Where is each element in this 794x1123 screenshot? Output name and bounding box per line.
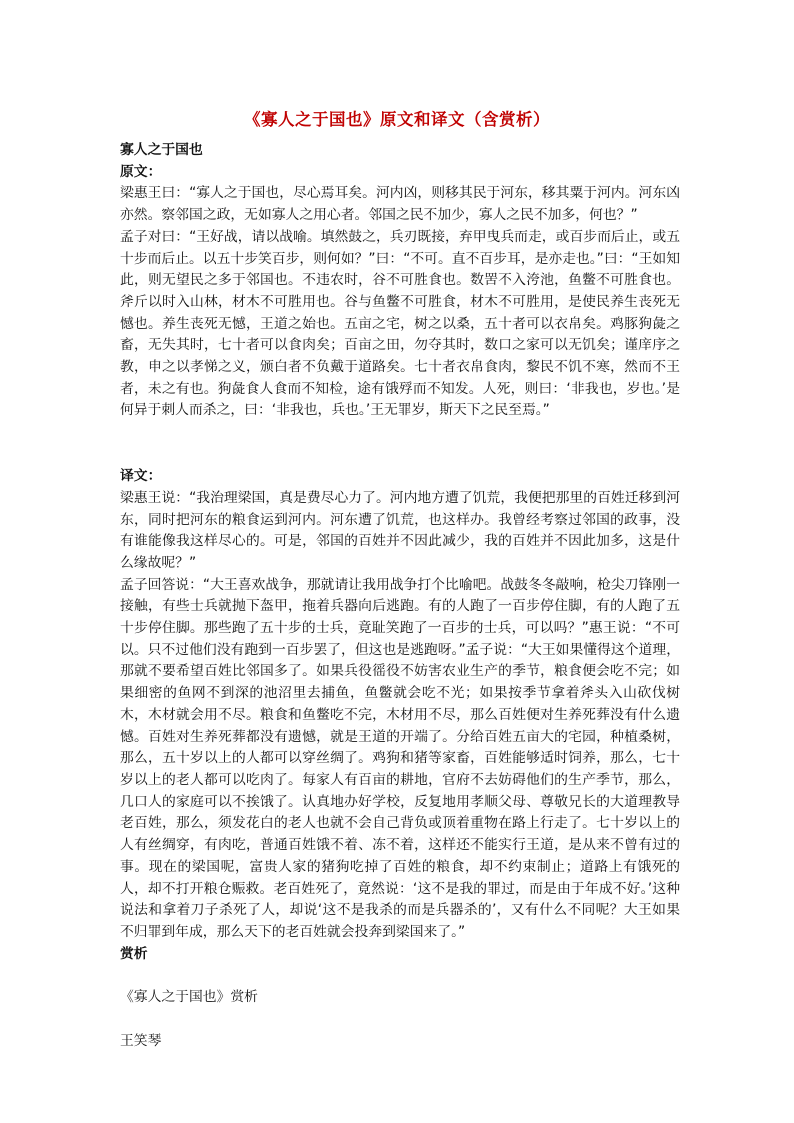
author-name: 王笑琴 <box>120 1033 162 1050</box>
appreciation-title: 《寡人之于国也》赏析 <box>120 989 258 1006</box>
translation-paragraph-1: 梁惠王说：“我治理梁国，真是费尽心力了。河内地方遭了饥荒，我便把那里的百姓迁移到河东，同时把河东的粮食运到河内。河东遭了饥荒，也这样办。我曾经考察过邻国的政事，没有谁能像我这样尽心的。可是，邻国的百姓并不因此减少，我的百姓并不因此加多，这是什么缘故呢？” <box>120 489 680 571</box>
appreciation-label: 赏析 <box>120 945 148 962</box>
spacer <box>120 1009 680 1031</box>
document-title: 《寡人之于国也》原文和译文（含赏析） <box>244 110 550 129</box>
original-paragraph-1: 梁惠王曰：“寡人之于国也，尽心焉耳矣。河内凶，则移其民于河东，移其粟于河内。河东凶亦然。察邻国之政，无如寡人之用心者。邻国之民不加少，寡人之民不加多，何也？” <box>120 185 680 224</box>
document-body <box>120 140 680 1053</box>
spacer <box>120 965 680 987</box>
spacer <box>120 422 680 466</box>
translation-paragraph-2: 孟子回答说：“大王喜欢战争，那就请让我用战争打个比喻吧。战鼓冬冬敲响，枪尖刀锋刚一接触，有些士兵就抛下盔甲，拖着兵器向后逃跑。有的人跑了一百步停住脚，有的人跑了五十步停住脚。那些跑了五十步的士兵，竟耻笑跑了一百步的士兵，可以吗？”惠王说：“不可以。只不过他们没有跑到一百步罢了，但这也是逃跑呀。”孟子说：“大王如果懂得这个道理，那就不要希望百姓比邻国多了。如果兵役徭役不妨害农业生产的季节，粮食便会吃不完；如果细密的鱼网不到深的池沼里去捕鱼，鱼鳖就会吃不光；如果按季节拿着斧头入山砍伐树木，木材就会用不尽。粮食和鱼鳖吃不完，木材用不尽，那么百姓便对生养死葬没有什么遗憾。百姓对生养死葬都没有遗憾，就是王道的开端了。分给百姓五亩大的宅园，种植桑树，那么，五十岁以上的人都可以穿丝绸了。鸡狗和猪等家畜，百姓能够适时饲养，那么，七十岁以上的老人都可以吃肉了。每家人有百亩的耕地，官府不去妨碍他们的生产季节，那么，几口人的家庭可以不挨饿了。认真地办好学校，反复地用孝顺父母、尊敬兄长的大道理教导老百姓，那么，须发花白的老人也就不会自己背负或顶着重物在路上行走了。七十岁以上的人有丝绸穿，有肉吃，普通百姓饿不着、冻不着，这样还不能实行王道，是从来不曾有过的事。现在的梁国呢，富贵人家的猪狗吃掉了百姓的粮食，却不约束制止；道路上有饿死的人，却不打开粮仓赈救。老百姓死了，竟然说：‘这不是我的罪过，而是由于年成不好。’这种说法和拿着刀子杀死了人，却说‘这不是我杀的而是兵器杀的’，又有什么不同呢？大王如果不归罪到年成，那么天下的老百姓就会投奔到梁国来了。” <box>120 576 680 940</box>
original-label: 原文： <box>120 163 162 180</box>
section-heading: 寡人之于国也 <box>120 142 203 158</box>
translation-label: 译文： <box>120 468 162 485</box>
original-paragraph-2: 孟子对曰：“王好战，请以战喻。填然鼓之，兵刃既接，弃甲曳兵而走，或百步而后止，或五十步而后止。以五十步笑百步，则何如？”曰：“不可。直不百步耳，是亦走也。”曰：“王如知此，则无望民之多于邻国也。不违农时，谷不可胜食也。数罟不入洿池，鱼鳖不可胜食也。斧斤以时入山林，材木不可胜用也。谷与鱼鳖不可胜食，材木不可胜用，是使民养生丧死无憾也。养生丧死无憾，王道之始也。五亩之宅，树之以桑，五十者可以衣帛矣。鸡豚狗彘之畜，无失其时，七十者可以食肉矣；百亩之田，勿夺其时，数口之家可以无饥矣；谨庠序之教，申之以孝悌之义，颁白者不负戴于道路矣。七十者衣帛食肉，黎民不饥不寒，然而不王者，未之有也。狗彘食人食而不知检，途有饿殍而不知发。人死，则曰：‘非我也，岁也。’是何异于刺人而杀之，曰：‘非我也，兵也。’王无罪岁，斯天下之民至焉。” <box>120 228 680 419</box>
